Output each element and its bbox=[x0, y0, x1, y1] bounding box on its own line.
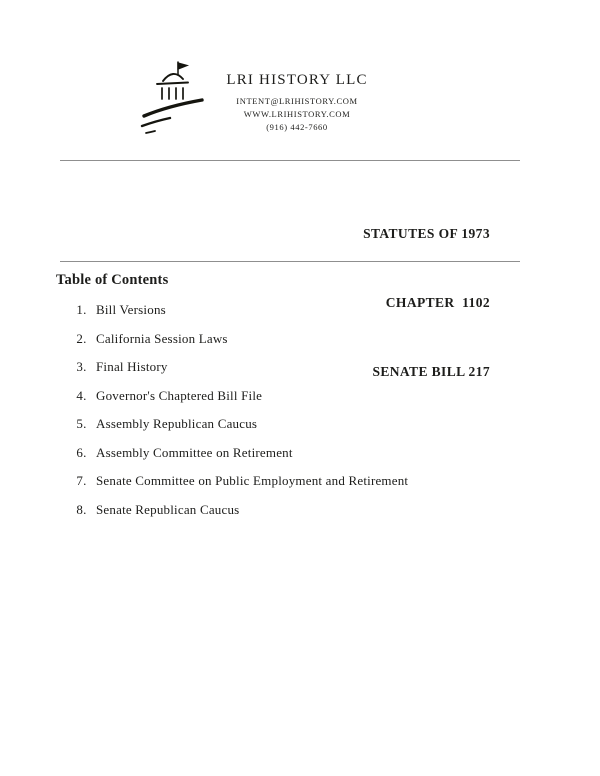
toc-item: 1. Bill Versions bbox=[90, 303, 408, 316]
toc-item: 2. California Session Laws bbox=[90, 332, 408, 345]
letterhead bbox=[212, 72, 382, 134]
toc-title: Table of Contents bbox=[56, 272, 169, 288]
toc-item: 6. Assembly Committee on Retirement bbox=[90, 446, 408, 459]
senate-bill-line: SENATE BILL 217 bbox=[372, 364, 490, 379]
chapter-line: CHAPTER 1102 bbox=[385, 295, 490, 310]
toc-item: 5. Assembly Republican Caucus bbox=[90, 417, 408, 430]
company-name: LRI HISTORY LLC bbox=[226, 72, 368, 88]
toc-list bbox=[68, 303, 408, 531]
horizontal-rule-top bbox=[60, 160, 520, 161]
phone-text: (916) 442-7660 bbox=[266, 122, 328, 132]
toc-item: 4. Governor's Chaptered Bill File bbox=[90, 389, 408, 402]
toc-item: 3. Final History bbox=[90, 360, 408, 373]
email-text: INTENT@LRIHISTORY.COM bbox=[236, 96, 358, 106]
toc-item: 7. Senate Committee on Public Employment and Retirement bbox=[90, 474, 408, 487]
toc-item: 8. Senate Republican Caucus bbox=[90, 503, 408, 516]
statutes-line: STATUTES OF 1973 bbox=[363, 226, 490, 241]
website-text: WWW.LRIHISTORY.COM bbox=[243, 109, 351, 119]
capitol-building-logo-icon bbox=[138, 60, 208, 140]
